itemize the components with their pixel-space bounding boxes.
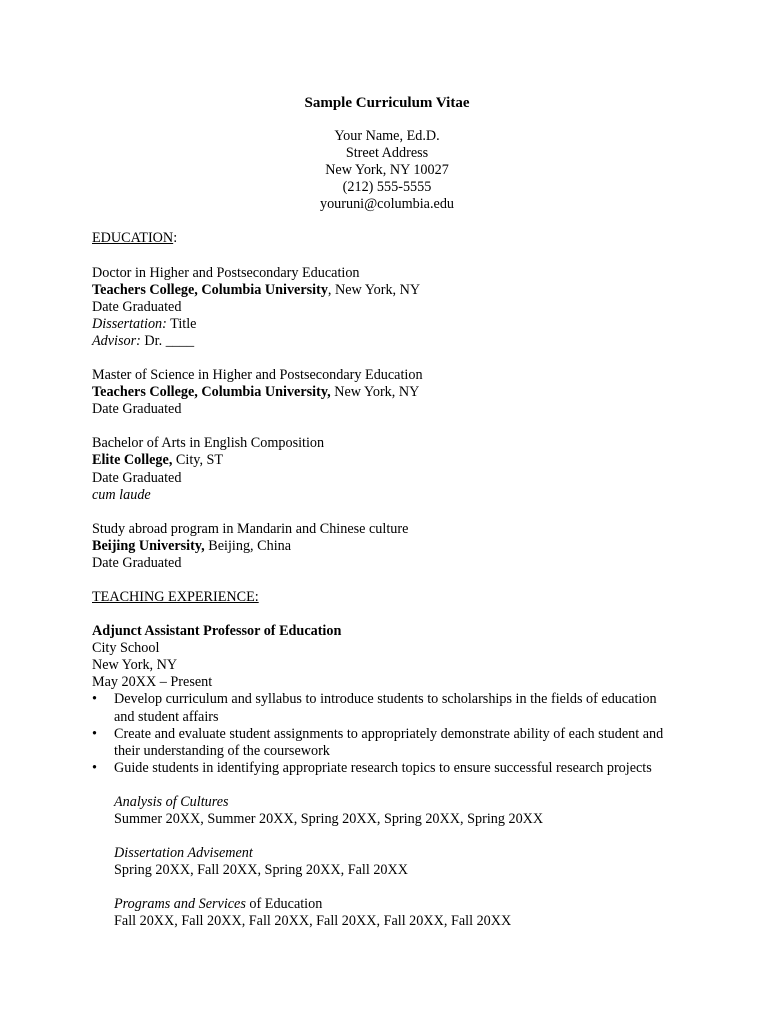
course-name <box>114 794 712 811</box>
education-heading: EDUCATION <box>92 230 174 247</box>
school-name: Teachers College, Columbia University, <box>92 384 331 401</box>
degree-name: Master of Science in Higher and Postsecondary Education <box>92 367 423 384</box>
school-location: , New York, NY <box>327 281 421 298</box>
dissertation-line <box>92 316 712 333</box>
graduation-date: Date Graduated <box>92 554 182 571</box>
advisor-name: Dr. ____ <box>140 332 195 349</box>
contact-city: New York, NY 10027 <box>325 162 449 179</box>
employer-location: New York, NY <box>92 657 178 674</box>
position-dates: May 20XX – Present <box>92 674 213 691</box>
school-name: Elite College, <box>92 452 173 469</box>
degree-name: Doctor in Higher and Postsecondary Education <box>92 264 360 281</box>
responsibility-item: • Guide students in identifying appropriate research topics to ensure successful research projects <box>92 760 679 777</box>
education-entry-masters <box>92 367 712 418</box>
contact-street: Street Address <box>345 145 429 162</box>
contact-name: Your Name, Ed.D. <box>334 128 440 144</box>
dissertation-label: Dissertation: <box>92 315 167 332</box>
course-terms: Spring 20XX, Fall 20XX, Spring 20XX, Fall 20XX <box>114 862 409 879</box>
school-name: Beijing University, <box>92 537 205 554</box>
course-name <box>114 845 712 862</box>
document-title: Sample Curriculum Vitae <box>304 95 470 111</box>
course-name <box>114 896 712 913</box>
school-location: New York, NY <box>330 384 420 401</box>
responsibility-item: • Create and evaluate student assignments to appropriately demonstrate ability of each student and their understanding of the coursework <box>92 726 679 760</box>
course-entry <box>92 896 712 930</box>
school-line <box>92 282 712 299</box>
education-entry-study-abroad <box>92 521 712 572</box>
graduation-date: Date Graduated <box>92 298 182 315</box>
contact-email: youruni@columbia.edu <box>319 196 455 213</box>
graduation-date: Date Graduated <box>92 469 182 486</box>
responsibility-item: • Develop curriculum and syllabus to introduce students to scholarships in the fields of education and student affairs <box>92 691 679 725</box>
position-title: Adjunct Assistant Professor of Education <box>92 623 342 640</box>
education-heading-line <box>92 230 712 247</box>
course-name-italic: Dissertation Advisement <box>114 845 253 862</box>
responsibility-list <box>92 691 712 776</box>
honor-note: cum laude <box>92 486 151 503</box>
cv-document <box>92 94 712 930</box>
course-terms: Summer 20XX, Summer 20XX, Spring 20XX, Spring 20XX, Spring 20XX <box>114 811 544 827</box>
education-heading-colon: : <box>173 230 178 247</box>
school-location: City, ST <box>172 452 224 469</box>
education-entry-bachelors <box>92 435 712 503</box>
course-name-italic: Analysis of Cultures <box>114 793 229 810</box>
teaching-heading: TEACHING EXPERIENCE: <box>92 588 259 605</box>
contact-block <box>92 128 682 213</box>
advisor-line <box>92 333 712 350</box>
school-line <box>92 452 712 469</box>
course-name-rest: of Education <box>245 896 323 913</box>
school-line <box>92 384 712 401</box>
school-line <box>92 538 712 555</box>
school-name: Teachers College, Columbia University <box>92 281 328 298</box>
degree-name: Bachelor of Arts in English Composition <box>92 435 325 452</box>
advisor-label: Advisor: <box>92 332 141 349</box>
course-entry <box>92 794 712 828</box>
course-name-italic: Programs and Services <box>114 896 246 913</box>
course-entry <box>92 845 712 879</box>
teaching-position <box>92 623 712 930</box>
degree-name: Study abroad program in Mandarin and Chinese culture <box>92 520 409 537</box>
graduation-date: Date Graduated <box>92 401 182 418</box>
dissertation-title: Title <box>166 315 197 332</box>
contact-phone: (212) 555-5555 <box>342 179 432 196</box>
education-entry-doctorate <box>92 265 712 350</box>
course-terms: Fall 20XX, Fall 20XX, Fall 20XX, Fall 20XX, Fall 20XX, Fall 20XX <box>114 913 512 930</box>
school-location: Beijing, China <box>204 537 292 554</box>
employer-name: City School <box>92 640 160 657</box>
